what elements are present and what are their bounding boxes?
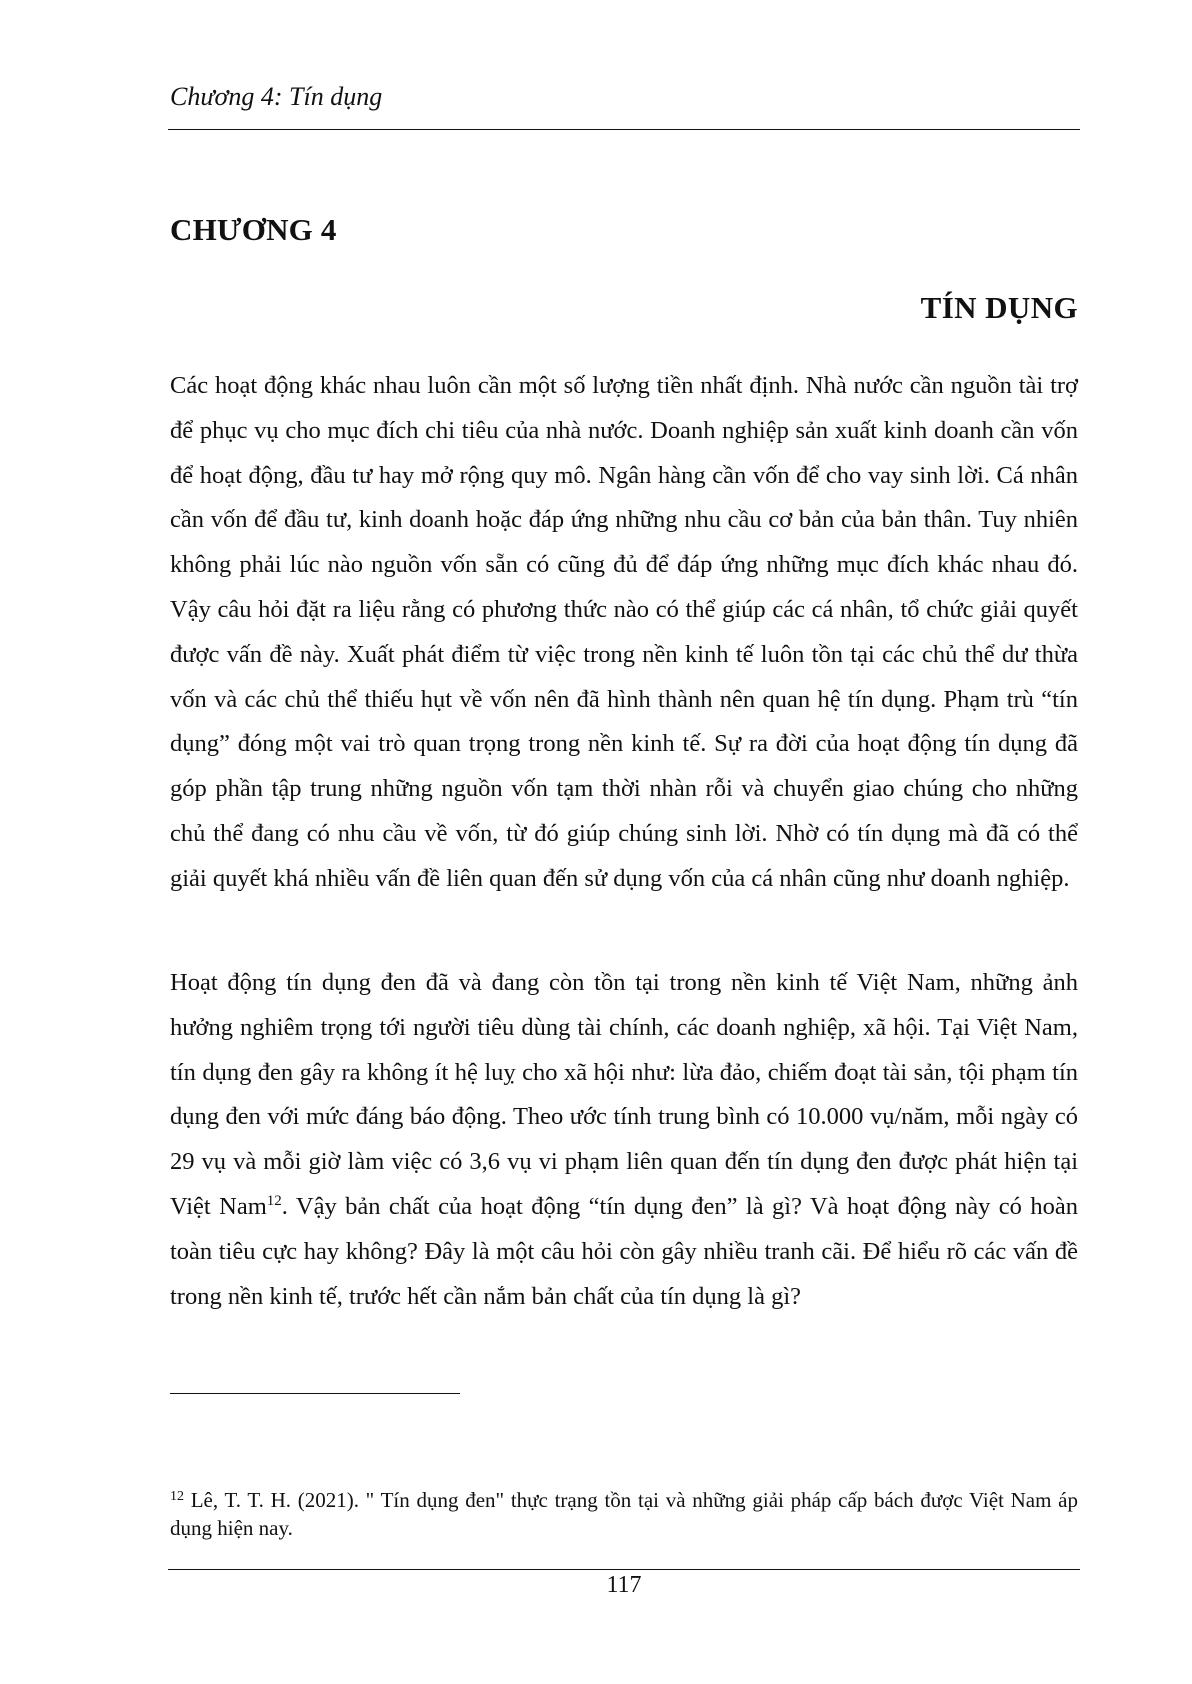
footer-divider <box>168 1569 1080 1570</box>
body-paragraph-1: Các hoạt động khác nhau luôn cần một số lượng tiền nhất định. Nhà nước cần nguồn tài trợ để phục vụ cho mục đích chi tiêu của nhà nước. Doanh nghiệp sản xuất kinh doanh cần vốn để hoạt động, đầu tư hay mở rộng quy mô. Ngân hàng cần vốn để cho vay sinh lời. Cá nhân cần vốn để đầu tư, kinh doanh hoặc đáp ứng những nhu cầu cơ bản của bản thân. Tuy nhiên không phải lúc nào nguồn vốn sẵn có cũng đủ để đáp ứng những mục đích khác nhau đó. Vậy câu hỏi đặt ra liệu rằng có phương thức nào có thể giúp các cá nhân, tổ chức giải quyết được vấn đề này. Xuất phát điểm từ việc trong nền kinh tế luôn tồn tại các chủ thể dư thừa vốn và các chủ thể thiếu hụt về vốn nên đã hình thành nên quan hệ tín dụng. Phạm trù “tín dụng” đóng một vai trò quan trọng trong nền kinh tế. Sự ra đời của hoạt động tín dụng đã góp phần tập trung những nguồn vốn tạm thời nhàn rỗi và chuyển giao chúng cho những chủ thể đang có nhu cầu về vốn, từ đó giúp chúng sinh lời. Nhờ có tín dụng mà đã có thể giải quyết khá nhiều vấn đề liên quan đến sử dụng vốn của cá nhân cũng như doanh nghiệp. <box>170 372 1078 892</box>
footnote-reference[interactable]: 12 <box>266 1192 282 1209</box>
paragraph-2-text-a: Hoạt động tín dụng đen đã và đang còn tồn tại trong nền kinh tế Việt Nam, những ảnh hưởng nghiêm trọng tới người tiêu dùng tài chính, các doanh nghiệp, xã hội. Tại Việt Nam, tín dụng đen gây ra không ít hệ luỵ cho xã hội như: lừa đảo, chiếm đoạt tài sản, tội phạm tín dụng đen với mức đáng báo động. Theo ước tính trung bình có 10.000 vụ/năm, mỗi ngày có 29 vụ và mỗi giờ làm việc có 3,6 vụ vi phạm liên quan đến tín dụng đen được phát hiện tại Việt Nam <box>170 969 1078 1220</box>
page-number: 117 <box>606 1572 642 1598</box>
paragraph-2-text-b: . Vậy bản chất của hoạt động “tín dụng đen” là gì? Và hoạt động này có hoàn toàn tiêu cực hay không? Đây là một câu hỏi còn gây nhiều tranh cãi. Để hiểu rõ các vấn đề trong nền kinh tế, trước hết cần nắm bản chất của tín dụng là gì? <box>170 1192 1078 1310</box>
footnote-divider <box>170 1393 460 1394</box>
chapter-title: TÍN DỤNG <box>920 290 1078 325</box>
body-paragraph-2 <box>170 961 1078 1319</box>
header-divider <box>168 129 1080 130</box>
footnote-marker: 12 <box>170 1489 184 1504</box>
footnote <box>170 1486 1078 1542</box>
running-header: Chương 4: Tín dụng <box>170 82 383 111</box>
chapter-number: CHƯƠNG 4 <box>170 212 337 247</box>
footnote-text: Lê, T. T. H. (2021). " Tín dụng đen" thực trạng tồn tại và những giải pháp cấp bách được Việt Nam áp dụng hiện nay. <box>170 1488 1078 1540</box>
